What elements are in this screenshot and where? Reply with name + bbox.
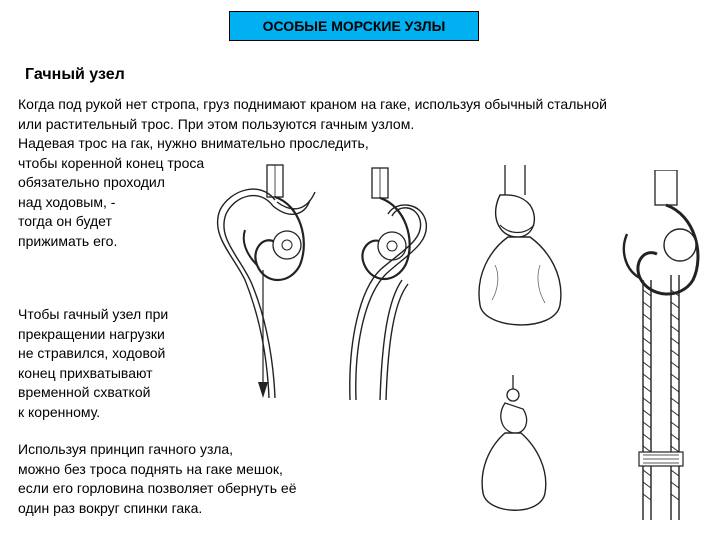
intro-line: или растительный трос. При этом пользуются гачным узлом. <box>18 115 415 132</box>
hook-lashing-illustration <box>595 170 710 530</box>
bag-paragraph <box>18 440 296 518</box>
intro-line: обязательно проходил <box>18 174 165 190</box>
secure-line: прекращении нагрузки <box>18 325 165 342</box>
page-title-box <box>229 11 479 41</box>
bag-on-hook-illustration <box>470 165 570 345</box>
intro-line: чтобы коренной конец троса <box>18 154 205 171</box>
secure-line: временной схваткой <box>18 384 151 400</box>
intro-line: прижимать его. <box>18 232 118 249</box>
section-subtitle: Гачный узел <box>25 66 125 83</box>
intro-line: Когда под рукой нет стропа, груз поднимают краном на гаке, используя обычный стальной <box>18 96 607 112</box>
secure-paragraph <box>18 305 168 422</box>
secure-line: Чтобы гачный узел при <box>18 306 169 322</box>
bag-line: можно без троса поднять на гаке мешок, <box>18 460 283 477</box>
hook-knot-illustration-1 <box>205 160 325 405</box>
page-title: ОСОБЫЕ МОРСКИЕ УЗЛЫ <box>262 18 446 34</box>
secure-line: к коренному. <box>18 403 101 420</box>
small-bag-illustration <box>475 375 555 525</box>
bag-line: один раз вокруг спинки гака. <box>18 499 203 516</box>
secure-line: конец прихватывают <box>18 364 153 381</box>
secure-line: не стравился, ходовой <box>18 345 166 361</box>
bag-line: если его горловина позволяет обернуть её <box>18 480 297 496</box>
intro-line: над ходовым, - <box>18 193 116 210</box>
intro-line: Надевая трос на гак, нужно внимательно проследить, <box>18 135 369 151</box>
intro-line: тогда он будет <box>18 213 112 229</box>
hook-knot-illustration-2 <box>330 160 440 410</box>
bag-line: Используя принцип гачного узла, <box>18 441 234 457</box>
